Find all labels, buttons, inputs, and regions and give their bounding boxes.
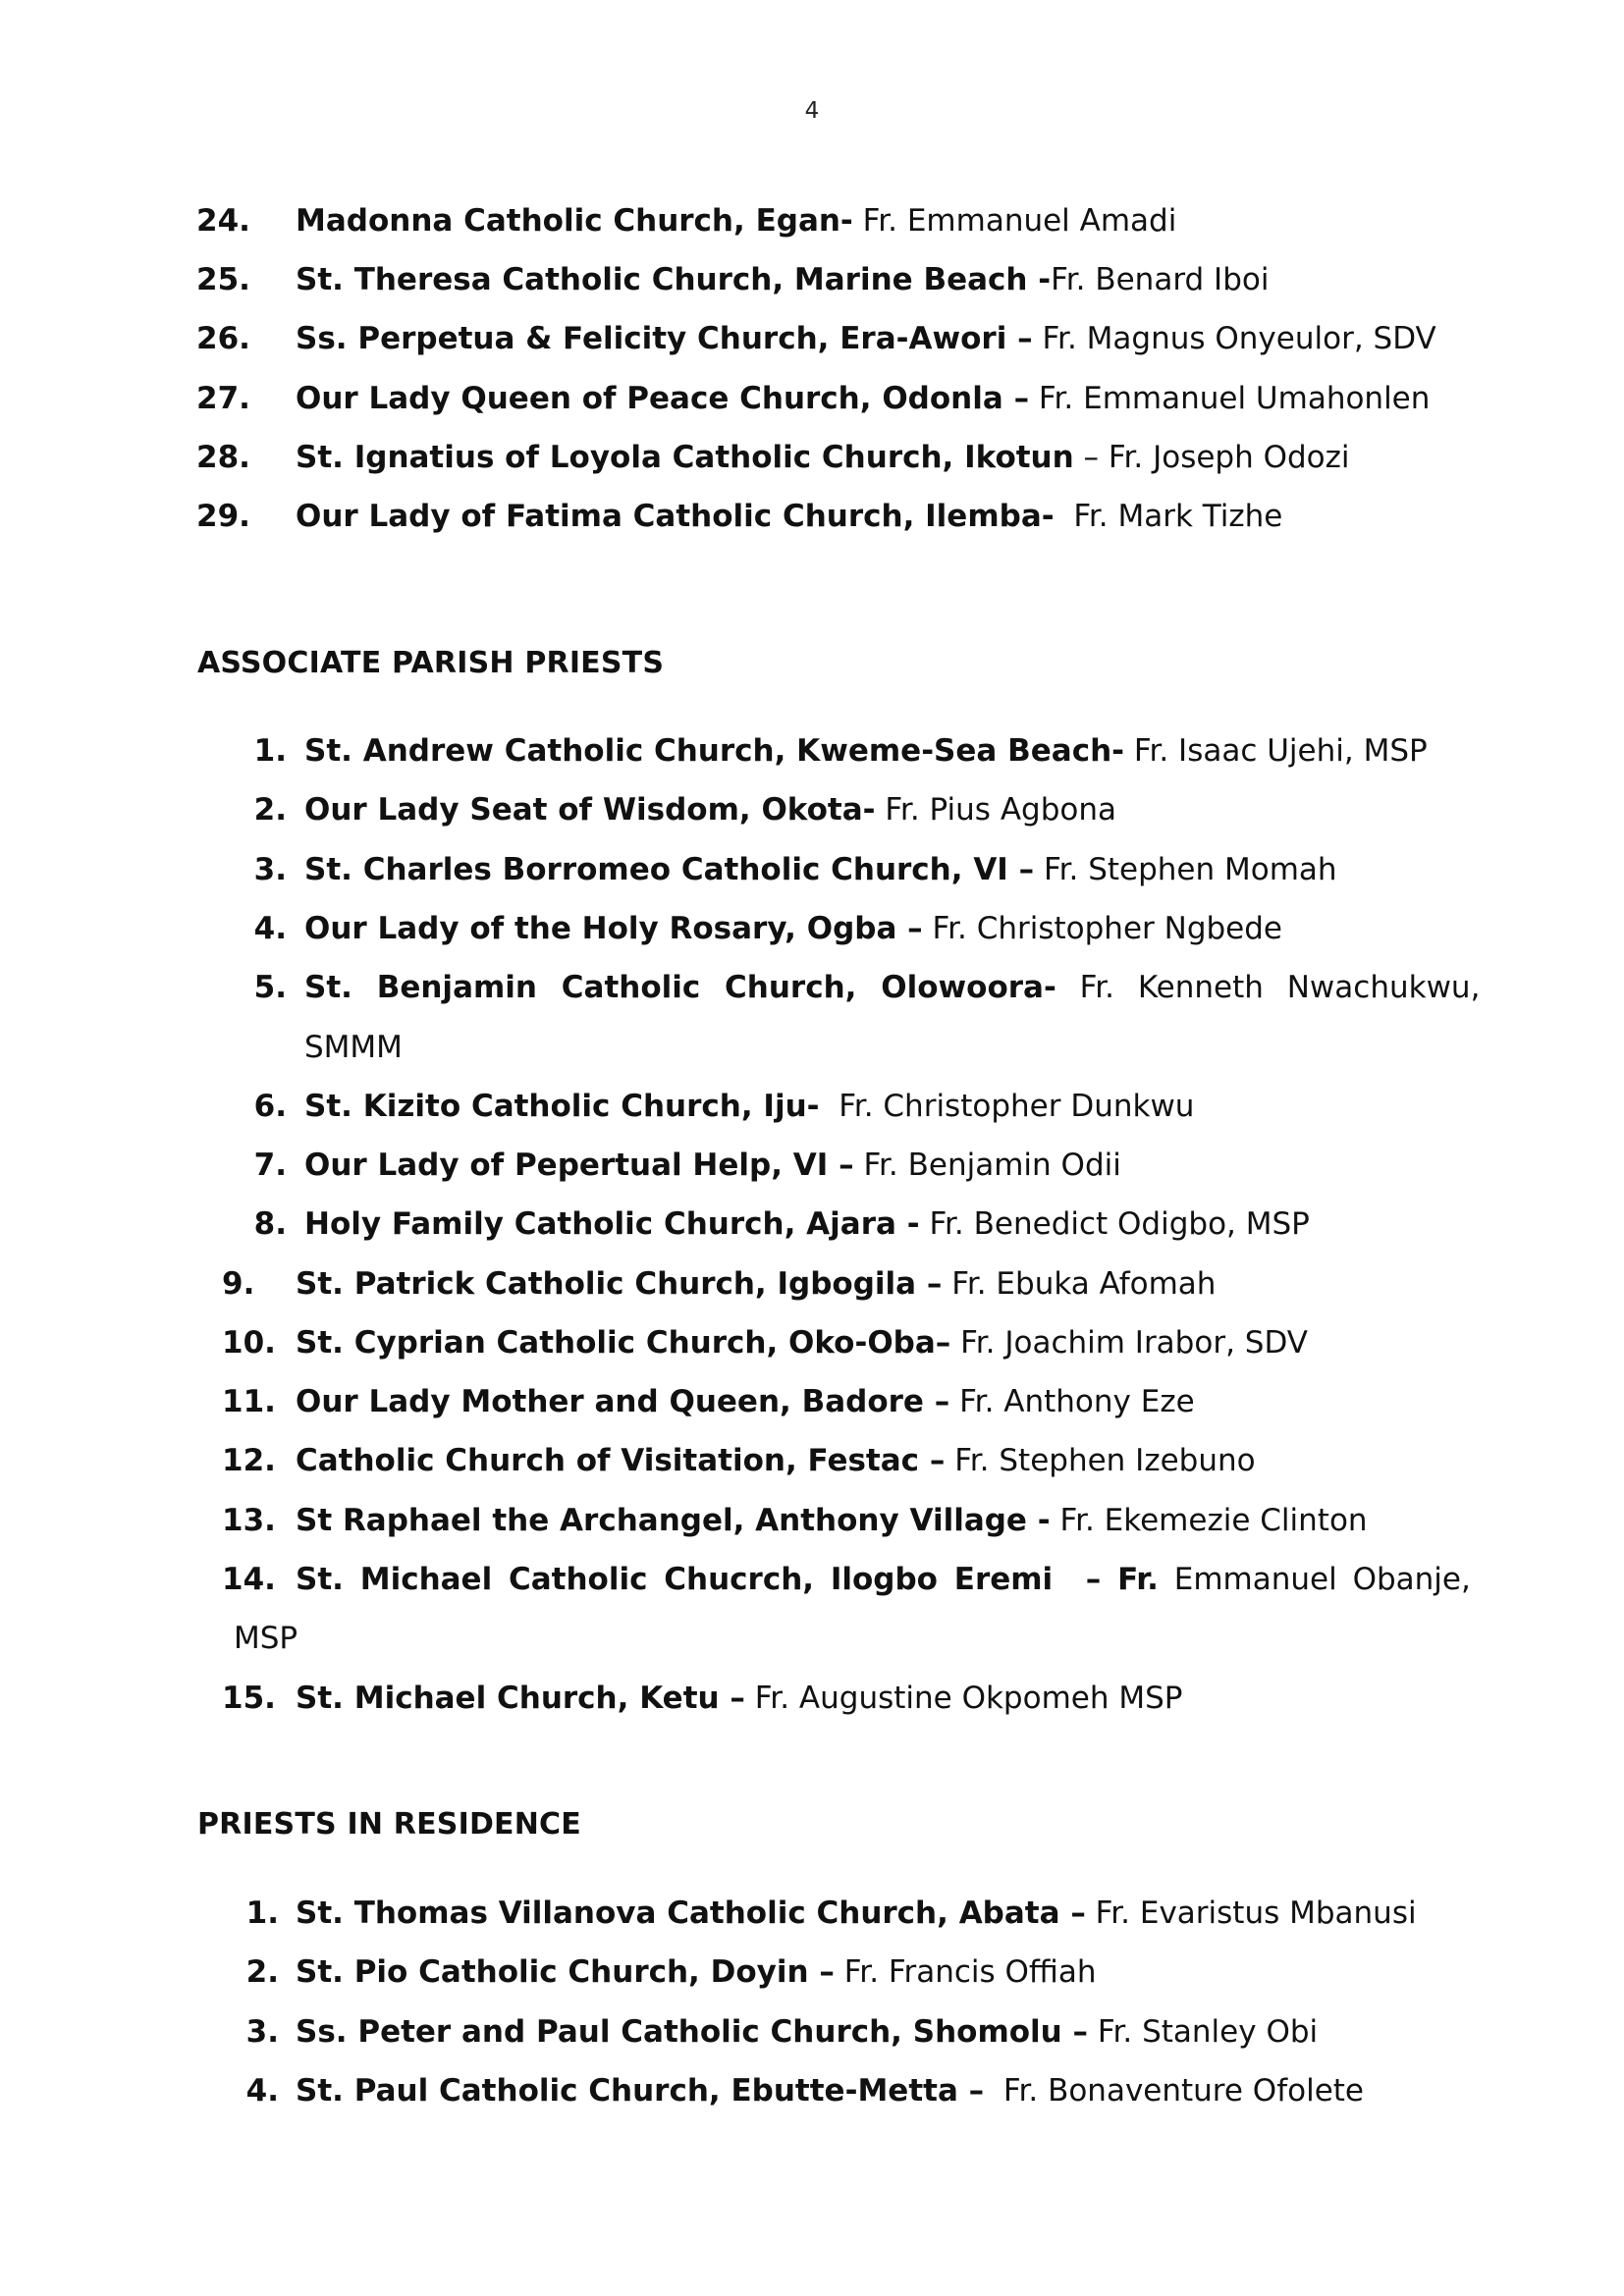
priest-name: Fr. Ekemezie Clinton: [1050, 1503, 1368, 1538]
priest-name: Emmanuel Obanje,: [1158, 1562, 1471, 1597]
separator: –: [1006, 321, 1033, 356]
separator: –: [919, 1443, 946, 1478]
church-name: St. Michael Church, Ketu: [296, 1681, 720, 1716]
item-number: 6.: [253, 1089, 287, 1124]
continuation-line: SMMM: [304, 1030, 403, 1065]
item-number: 10.: [222, 1325, 276, 1361]
page-number: 4: [804, 98, 820, 124]
priest-name: Fr. Isaac Ujehi, MSP: [1124, 733, 1428, 769]
item-number: 2.: [253, 792, 287, 828]
item-number: 9.: [222, 1266, 255, 1302]
priest-name: Fr. Francis Offiah: [834, 1954, 1097, 1990]
church-name: St. Paul Catholic Church, Ebutte-Metta: [296, 2073, 958, 2109]
priest-name: Fr. Stephen Izebuno: [945, 1443, 1256, 1478]
priest-name: – Fr. Joseph Odozi: [1073, 440, 1350, 475]
priest-name: Fr. Stanley Obi: [1088, 2014, 1319, 2050]
priest-name: Fr. Christopher Dunkwu: [819, 1089, 1195, 1124]
separator: –: [957, 2073, 985, 2109]
church-name: Ss. Peter and Paul Catholic Church, Shomolu: [296, 2014, 1062, 2050]
section-heading-residence: PRIESTS IN RESIDENCE: [197, 1807, 581, 1842]
item-number: 13.: [222, 1503, 276, 1538]
church-name: Our Lady of Pepertual Help, VI: [304, 1148, 829, 1183]
separator: –: [916, 1266, 943, 1302]
priest-name: Fr. Pius Agbona: [875, 792, 1116, 828]
separator: -: [895, 1206, 920, 1242]
item-number: 3.: [253, 852, 287, 887]
church-name: St. Patrick Catholic Church, Igbogila: [296, 1266, 917, 1302]
church-name: St. Benjamin Catholic Church, Olowoora-: [304, 970, 1056, 1005]
section-heading-associate: ASSOCIATE PARISH PRIESTS: [197, 646, 665, 680]
separator: –: [1061, 2014, 1089, 2050]
item-number: 5.: [253, 970, 287, 1005]
item-number: 1.: [245, 1896, 279, 1931]
priest-name: Fr. Joachim Irabor, SDV: [950, 1325, 1308, 1361]
separator: –: [808, 1954, 835, 1990]
church-name: St. Andrew Catholic Church, Kweme-Sea Beach-: [304, 733, 1125, 769]
church-name: St. Cyprian Catholic Church, Oko-Oba: [296, 1325, 936, 1361]
separator: –: [719, 1681, 745, 1716]
item-number: 1.: [253, 733, 287, 769]
church-name: Ss. Perpetua & Felicity Church, Era-Awori: [296, 321, 1007, 356]
item-number: 11.: [222, 1384, 276, 1419]
item-number: 24.: [196, 203, 250, 239]
church-name: St Raphael the Archangel, Anthony Village: [296, 1503, 1027, 1538]
item-number: 25.: [196, 262, 250, 297]
priest-name: Fr. Emmanuel Amadi: [852, 203, 1177, 239]
church-name: Our Lady Seat of Wisdom, Okota-: [304, 792, 876, 828]
item-number: 3.: [245, 2014, 279, 2050]
item-number: 7.: [253, 1148, 287, 1183]
separator: – Fr.: [1053, 1562, 1159, 1597]
priest-name: Fr. Anthony Eze: [949, 1384, 1195, 1419]
priest-name: Fr. Evaristus Mbanusi: [1085, 1896, 1417, 1931]
item-number: 2.: [245, 1954, 279, 1990]
church-name: St. Kizito Catholic Church, Iju-: [304, 1089, 820, 1124]
item-number: 12.: [222, 1443, 276, 1478]
church-name: Madonna Catholic Church, Egan-: [296, 203, 853, 239]
church-name: Holy Family Catholic Church, Ajara: [304, 1206, 896, 1242]
church-name: Our Lady Queen of Peace Church, Odonla: [296, 381, 1003, 416]
separator: -: [1026, 1503, 1051, 1538]
separator: –: [1059, 1896, 1086, 1931]
priest-name: Fr. Augustine Okpomeh MSP: [744, 1681, 1183, 1716]
separator: –: [1002, 381, 1030, 416]
item-number: 27.: [196, 381, 250, 416]
priest-name: Fr. Bonaventure Ofolete: [984, 2073, 1364, 2109]
priest-name: Fr. Mark Tizhe: [1054, 499, 1283, 534]
church-name: St. Ignatius of Loyola Catholic Church, Ikotun: [296, 440, 1074, 475]
priest-name: Fr. Magnus Onyeulor, SDV: [1032, 321, 1436, 356]
priest-name: Fr. Emmanuel Umahonlen: [1029, 381, 1431, 416]
priest-name: Fr. Benard Iboi: [1051, 262, 1270, 297]
separator: –: [923, 1384, 950, 1419]
continuation-line: MSP: [234, 1621, 298, 1656]
priest-name: Fr. Ebuka Afomah: [942, 1266, 1217, 1302]
item-number: 4.: [253, 911, 287, 946]
church-name: Our Lady Mother and Queen, Badore: [296, 1384, 924, 1419]
item-number: 15.: [222, 1681, 276, 1716]
priest-name: Fr. Kenneth Nwachukwu,: [1056, 970, 1481, 1005]
church-name: St. Thomas Villanova Catholic Church, Abata: [296, 1896, 1060, 1931]
priest-name: Fr. Stephen Momah: [1034, 852, 1337, 887]
priest-name: Fr. Benedict Odigbo, MSP: [919, 1206, 1310, 1242]
church-name: Our Lady of Fatima Catholic Church, Ilemba-: [296, 499, 1055, 534]
church-name: St. Theresa Catholic Church, Marine Beach -: [296, 262, 1052, 297]
item-number: 8.: [253, 1206, 287, 1242]
item-number: 28.: [196, 440, 250, 475]
item-number: 29.: [196, 499, 250, 534]
church-name: St. Michael Catholic Chucrch, Ilogbo Eremi: [296, 1562, 1054, 1597]
priest-name: Fr. Benjamin Odii: [853, 1148, 1121, 1183]
separator: –: [935, 1325, 951, 1361]
church-name: St. Charles Borromeo Catholic Church, VI: [304, 852, 1008, 887]
separator: –: [1007, 852, 1035, 887]
church-name: St. Pio Catholic Church, Doyin: [296, 1954, 809, 1990]
item-number: 14.: [222, 1562, 276, 1597]
church-name: Our Lady of the Holy Rosary, Ogba: [304, 911, 897, 946]
separator: –: [896, 911, 923, 946]
church-name: Catholic Church of Visitation, Festac: [296, 1443, 920, 1478]
separator: –: [828, 1148, 854, 1183]
priest-name: Fr. Christopher Ngbede: [922, 911, 1282, 946]
item-number: 26.: [196, 321, 250, 356]
item-number: 4.: [245, 2073, 279, 2109]
